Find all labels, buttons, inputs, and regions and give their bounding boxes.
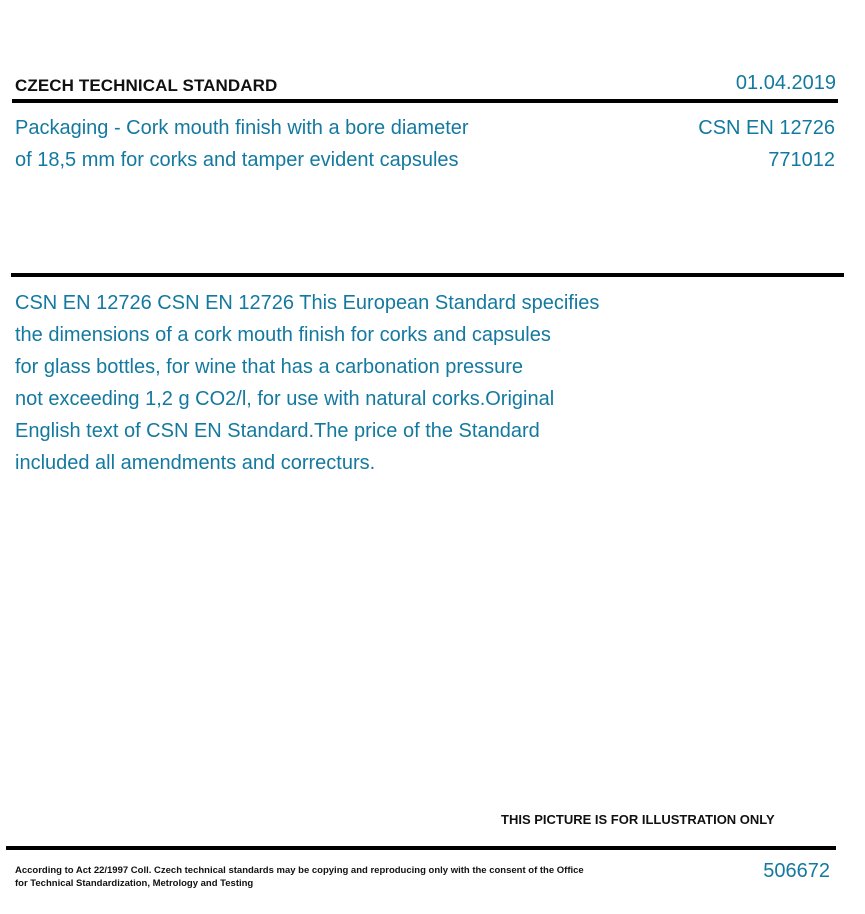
document-number: 506672 — [763, 860, 830, 882]
description-line: not exceeding 1,2 g CO2/l, for use with natural corks.Original — [15, 388, 555, 410]
legal-notice — [15, 864, 584, 890]
publication-date: 01.04.2019 — [735, 72, 836, 94]
legal-notice-line: for Technical Standardization, Metrology and Testing — [15, 878, 254, 889]
document-header-title: CZECH TECHNICAL STANDARD — [15, 76, 278, 95]
description-line: English text of CSN EN Standard.The price of the Standard — [15, 420, 540, 442]
description-line: the dimensions of a cork mouth finish for corks and capsules — [15, 324, 551, 346]
illustration-disclaimer: THIS PICTURE IS FOR ILLUSTRATION ONLY — [501, 812, 775, 827]
standard-description — [15, 287, 695, 479]
description-line: for glass bottles, for wine that has a carbonation pressure — [15, 356, 524, 378]
description-line: included all amendments and correcturs. — [15, 452, 376, 474]
footer-rule — [6, 846, 836, 850]
standard-title-line-1: Packaging - Cork mouth finish with a bore diameter — [15, 117, 469, 139]
section-rule — [11, 273, 844, 277]
standard-code: CSN EN 12726 — [698, 117, 835, 139]
legal-notice-line: According to Act 22/1997 Coll. Czech technical standards may be copying and reproducing only with the consent of the Office — [15, 865, 584, 876]
classification-number: 771012 — [768, 149, 835, 171]
description-line: CSN EN 12726 CSN EN 12726 This European Standard specifies — [15, 292, 600, 314]
standard-title-line-2: of 18,5 mm for corks and tamper evident capsules — [15, 149, 459, 171]
header-rule — [12, 99, 838, 103]
